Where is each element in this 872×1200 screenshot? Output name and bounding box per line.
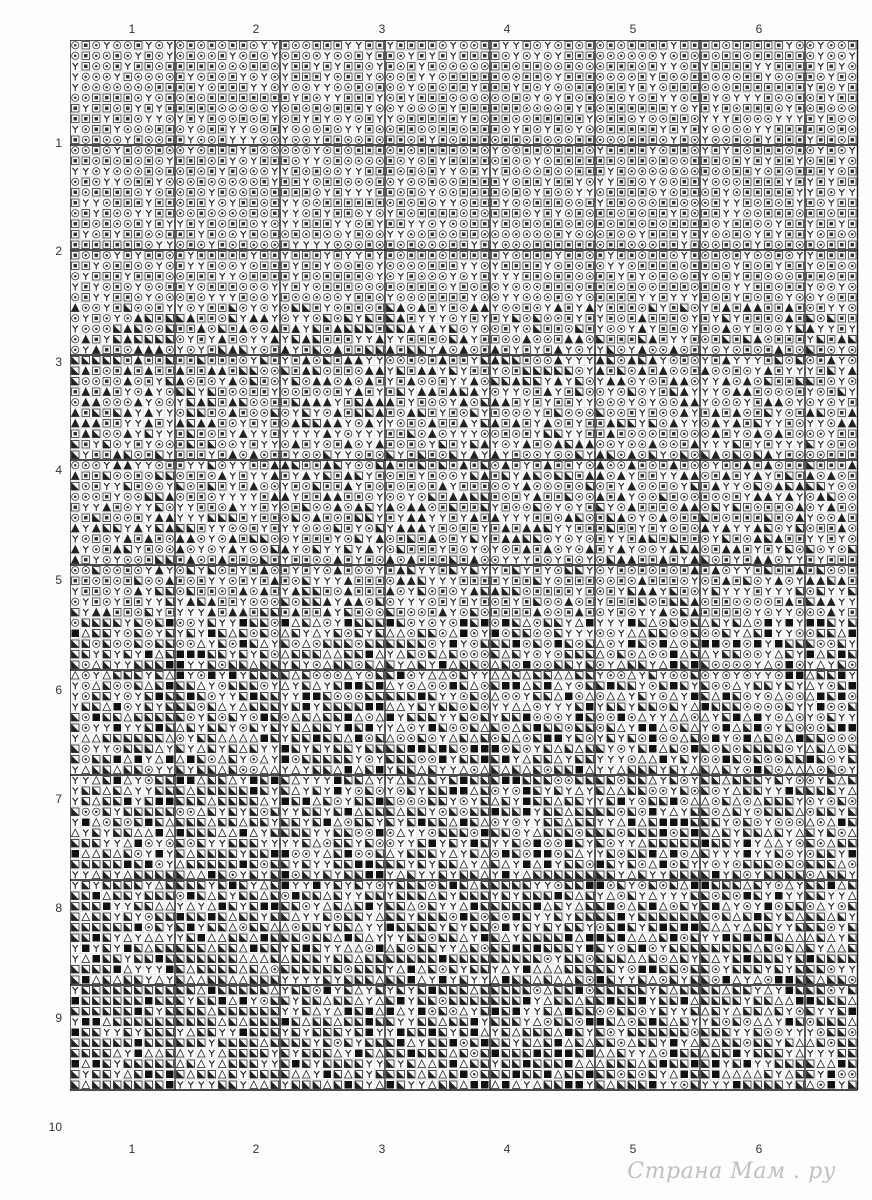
stitch-grid xyxy=(70,40,860,1140)
column-label-top: 5 xyxy=(623,22,643,36)
column-label-bottom: 3 xyxy=(372,1142,392,1156)
row-label: 5 xyxy=(38,573,62,587)
row-label: 10 xyxy=(38,1120,62,1134)
column-label-top: 6 xyxy=(749,22,769,36)
row-label: 7 xyxy=(38,792,62,806)
column-label-bottom: 4 xyxy=(497,1142,517,1156)
column-label-top: 1 xyxy=(122,22,142,36)
site-watermark: Страна Мам . ру xyxy=(627,1159,836,1184)
row-label: 9 xyxy=(38,1011,62,1025)
column-label-bottom: 2 xyxy=(246,1142,266,1156)
grid-lines xyxy=(70,40,858,1090)
column-label-top: 3 xyxy=(372,22,392,36)
column-label-top: 2 xyxy=(246,22,266,36)
column-label-bottom: 5 xyxy=(623,1142,643,1156)
row-label: 8 xyxy=(38,901,62,915)
column-label-bottom: 6 xyxy=(749,1142,769,1156)
row-label: 4 xyxy=(38,463,62,477)
row-label: 3 xyxy=(38,355,62,369)
column-label-bottom: 1 xyxy=(122,1142,142,1156)
row-label: 1 xyxy=(38,136,62,150)
column-label-top: 4 xyxy=(497,22,517,36)
row-label: 2 xyxy=(38,244,62,258)
row-label: 6 xyxy=(38,683,62,697)
